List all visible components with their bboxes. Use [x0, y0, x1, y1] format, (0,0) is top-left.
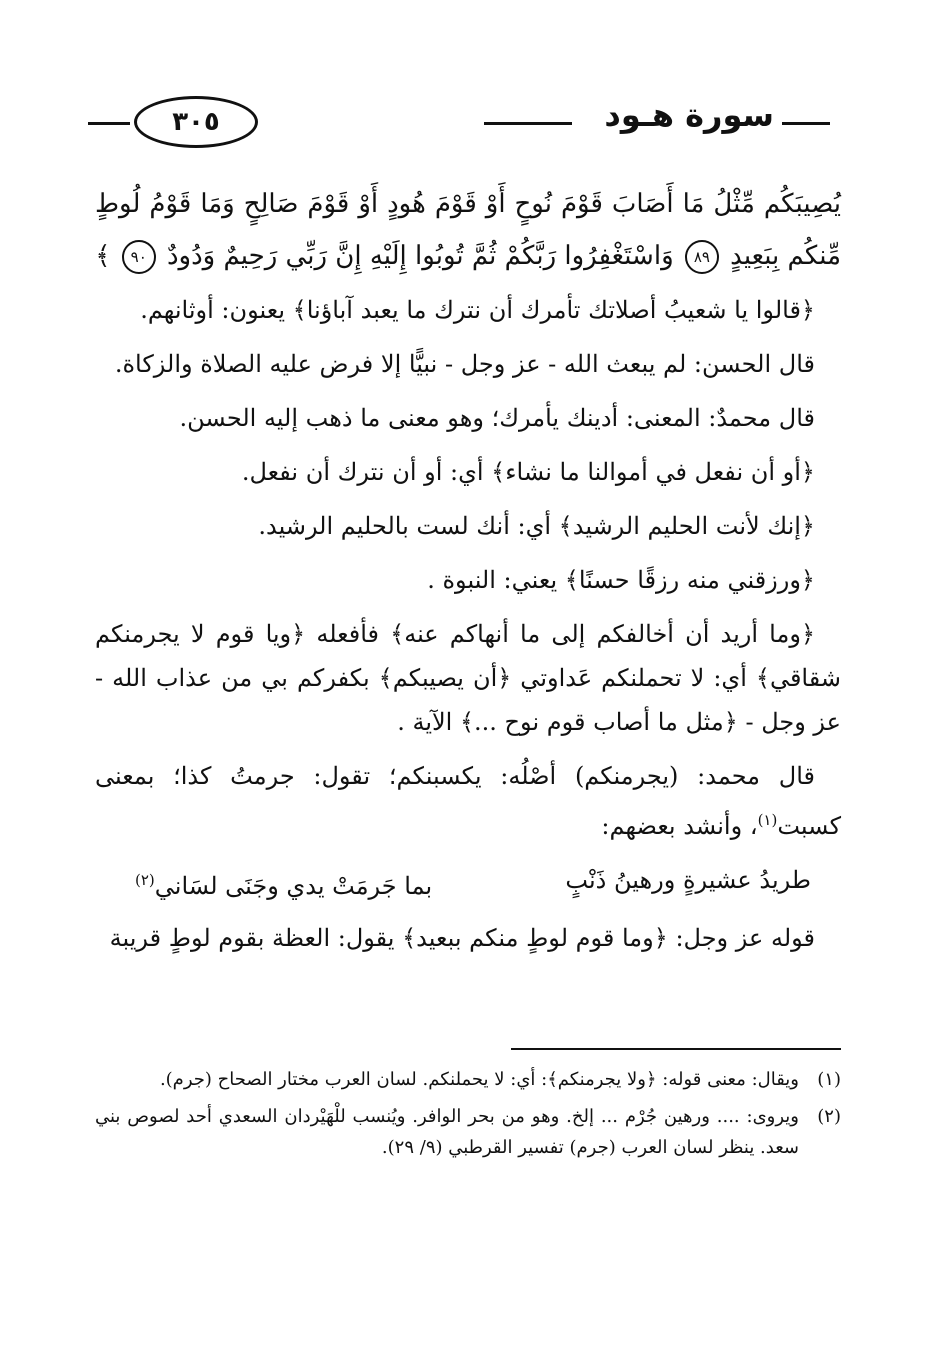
footnote-1 — [95, 1064, 841, 1095]
footnotes — [95, 1064, 841, 1169]
footnote-ref-1: (١) — [757, 811, 778, 829]
footnote-number: (٢) — [817, 1106, 841, 1127]
muhammad-paragraph — [95, 754, 841, 848]
muhammad-tail: ، وأنشد بعضهم: — [601, 812, 758, 840]
footnote-number: (١) — [817, 1069, 841, 1090]
footnote-text: ويقال: معنى قوله: ﴿ولا يجرمنكم﴾: أي: لا يحملنكم. لسان العرب مختار الصحاح (جرم). — [159, 1069, 799, 1090]
paragraph: ﴿ورزقني منه رزقًا حسنًا﴾ يعني: النبوة . — [427, 566, 815, 594]
verse-hemistich-1: طريدُ عشيرةٍ ورهينُ ذَنْبٍ — [565, 866, 811, 894]
paragraph: قال محمدٌ: المعنى: أدينك يأمرك؛ وهو معنى ما ذهب إليه الحسن. — [179, 404, 815, 432]
paragraph: ﴿إنك لأنت الحليم الرشيد﴾ أي: أنك لست بالحليم الرشيد. — [258, 512, 815, 540]
footnote-ref-2: (٢) — [135, 871, 155, 889]
header-rule-right — [782, 122, 830, 125]
quran-verse-block — [95, 178, 841, 282]
header-rule-left — [88, 122, 130, 125]
verse-hemistich-2 — [135, 858, 432, 908]
header-rule-middle — [484, 122, 572, 125]
quran-line-1: يُصِيبَكُم مِّثْلُ مَا أَصَابَ قَوْمَ نُوحٍ أَوْ قَوْمَ هُودٍ أَوْ قَوْمَ صَالِحٍ وَمَا قَوْمُ لُوطٍ مِّنكُم بِبَعِيدٍ — [95, 189, 841, 271]
verse-hemistich-2-text: بما جَرمَتْ يدي وجَنَى لسَاني — [154, 872, 433, 900]
page-body — [95, 178, 841, 970]
muhammad-text: قال محمد: (يجرمنكم) أصْلُه: يكسبنكم؛ تقول: جرمتُ كذا؛ بمعنى كسبت — [95, 762, 841, 840]
paragraph: ﴿قالوا يا شعيبُ أصلاتك تأمرك أن نترك ما يعبد آباؤنا﴾ يعنون: أوثانهم. — [140, 296, 815, 324]
page-number: ٣٠٥ — [134, 96, 258, 148]
surah-title: سورة هـود — [604, 96, 774, 134]
paragraph: ﴿وما أريد أن أخالفكم إلى ما أنهاكم عنه﴾ فأفعله ﴿ويا قوم لا يجرمنكم شقاقي﴾ أي: لا تحملنكم عَداوتي ﴿أن يصيبكم﴾ بكفركم بي من عذاب الله - عز وجل - ﴿مثل ما أصاب قوم نوح ...﴾ الآية . — [95, 620, 841, 736]
quran-close-bracket: ﴾ — [95, 241, 111, 271]
paragraph-last: قوله عز وجل: ﴿وما قوم لوطٍ منكم ببعيد﴾ يقول: العظة بقوم لوطٍ قريبة — [109, 924, 815, 952]
footnote-2 — [95, 1101, 841, 1163]
paragraph: ﴿أو أن نفعل في أموالنا ما نشاء﴾ أي: أو أن نترك أن نفعل. — [241, 458, 815, 486]
poetry-verse — [95, 858, 841, 908]
quran-line-2: وَاسْتَغْفِرُوا رَبَّكُمْ ثُمَّ تُوبُوا إِلَيْهِ إِنَّ رَبِّي رَحِيمٌ وَدُودٌ — [166, 241, 674, 271]
paragraph: قال الحسن: لم يبعث الله - عز وجل - نبيًّا إلا فرض عليه الصلاة والزكاة. — [114, 350, 815, 378]
page-header — [88, 92, 830, 148]
ayah-number-90: ٩٠ — [122, 240, 156, 274]
ayah-number-89: ٨٩ — [685, 240, 719, 274]
footnote-separator — [511, 1048, 841, 1050]
footnote-text: ويروى: .... ورهين جُرْم ... إلخ. وهو من بحر الوافر. ويُنسب للْهَيْردان السعدي أحد لصوص بني سعد. ينظر لسان العرب (جرم) تفسير القرطبي (٩/ ٢٩). — [95, 1106, 799, 1158]
